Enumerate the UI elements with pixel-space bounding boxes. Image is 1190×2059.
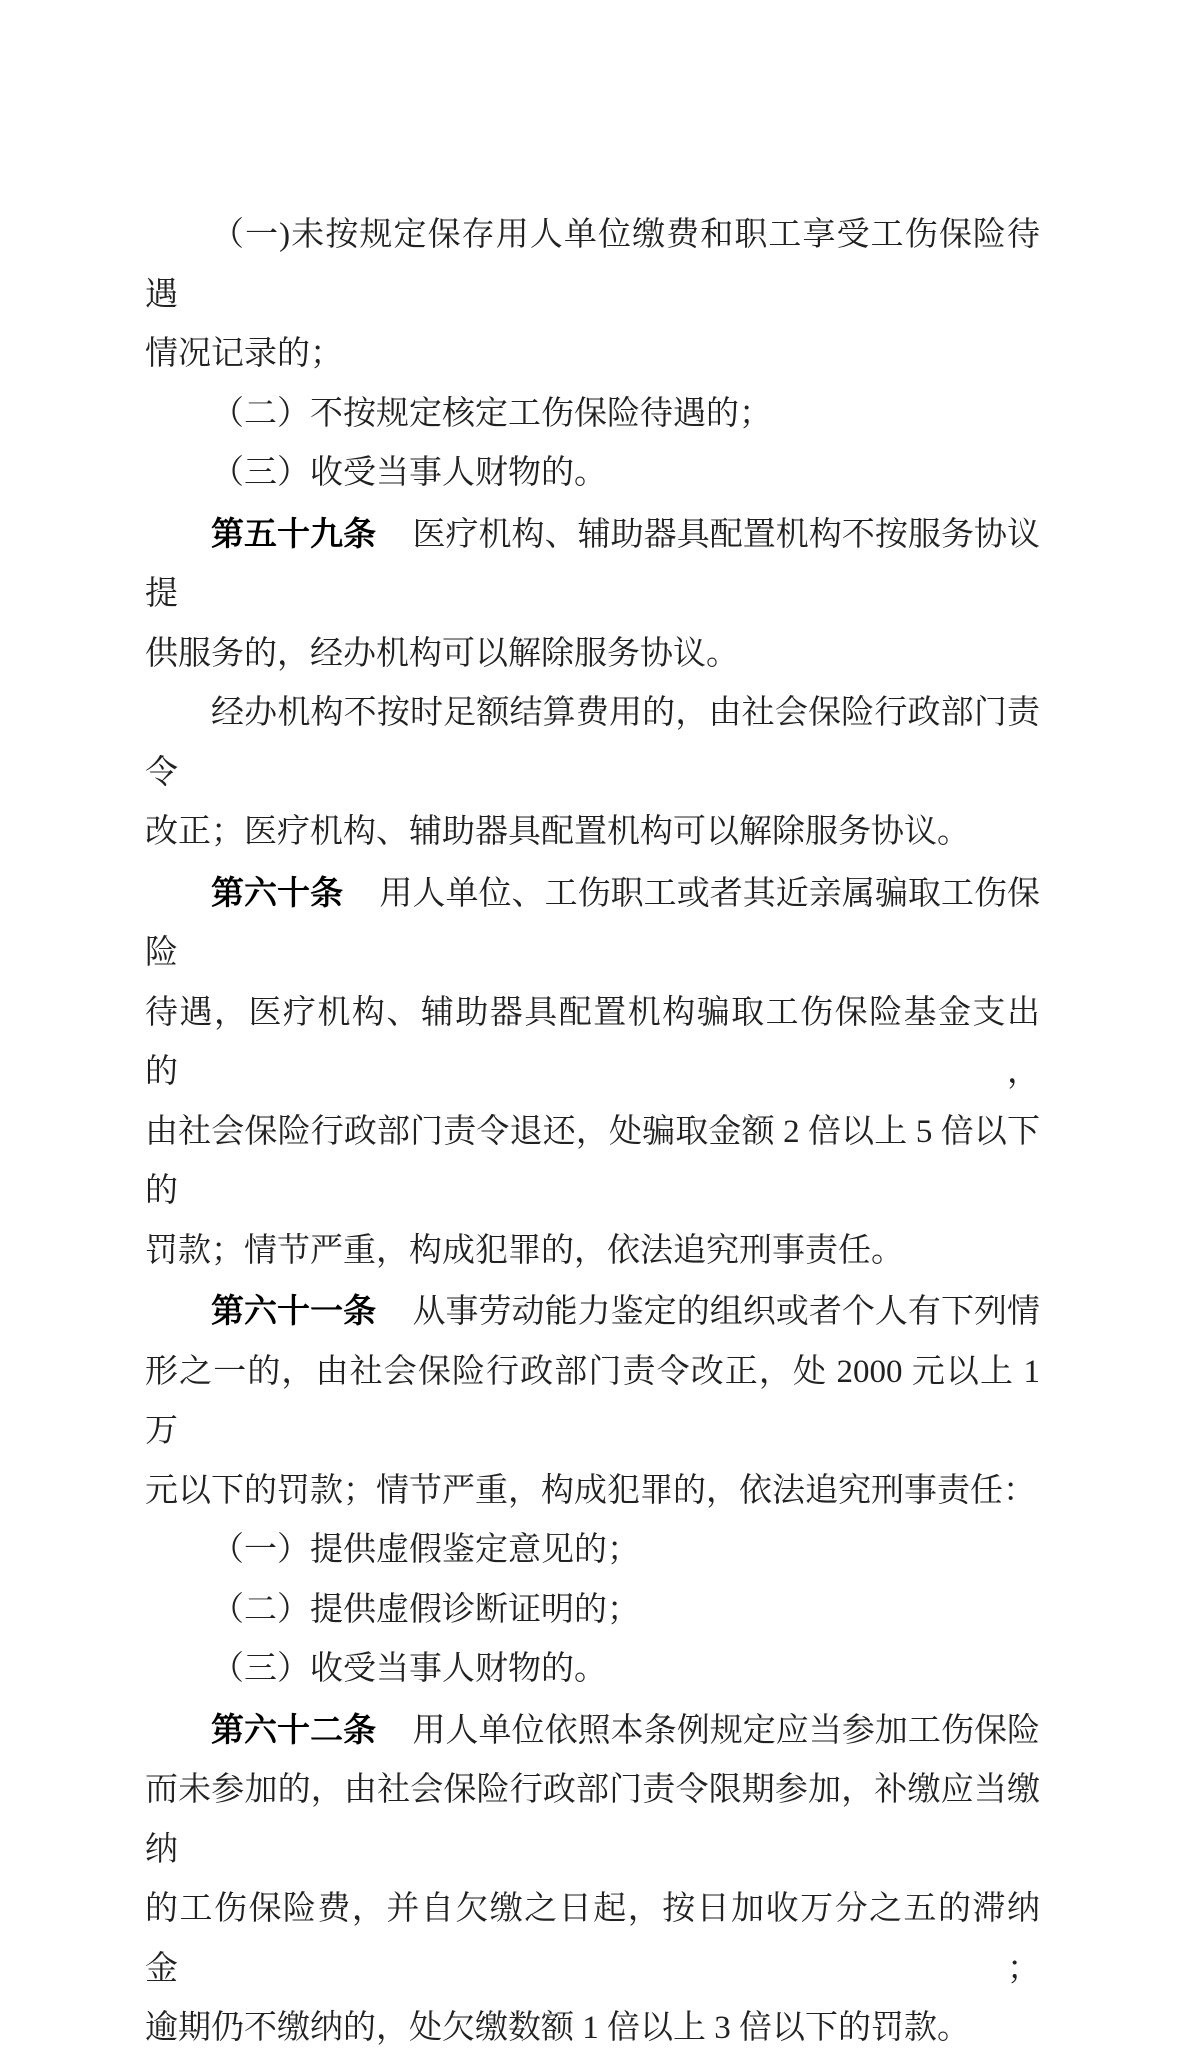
text-line: 而未参加的，由社会保险行政部门责令限期参加，补缴应当缴纳: [145, 1772, 1040, 1868]
text-line: （二）提供虚假诊断证明的；: [211, 1591, 640, 1628]
paragraph: [145, 385, 1040, 445]
text-line: 的工伤保险费，并自欠缴之日起，按日加收万分之五的滞纳金；: [145, 1891, 1040, 1987]
text-line: 形之一的，由社会保险行政部门责令改正，处 2000 元以上 1 万: [145, 1353, 1040, 1449]
paragraph: [145, 206, 1040, 385]
text-line: 情况记录的；: [145, 336, 343, 372]
text-line: （三）收受当事人财物的。: [211, 455, 607, 491]
legal-text-block: [145, 206, 1040, 2059]
article-number: 第六十一条: [211, 1292, 377, 1329]
text-line: 第六十二条 用人单位依照本条例规定应当参加工伤保险: [211, 1710, 1041, 1749]
text-line: 逾期仍不缴纳的，处欠缴数额 1 倍以上 3 倍以下的罚款。: [145, 2010, 970, 2046]
text-line: （一）提供虚假鉴定意见的；: [211, 1532, 640, 1568]
text-line: （三）收受当事人财物的。: [211, 1651, 607, 1687]
text-line: 罚款；情节严重，构成犯罪的，依法追究刑事责任。: [145, 1232, 904, 1269]
text-line: 元以下的罚款；情节严重，构成犯罪的，依法追究刑事责任：: [145, 1472, 1036, 1509]
text-line: （二）不按规定核定工伤保险待遇的；: [211, 395, 772, 432]
paragraph: [145, 504, 1040, 685]
text-line: 第五十九条 医疗机构、辅助器具配置机构不按服务协议提: [145, 514, 1041, 612]
article-number: 第五十九条: [211, 514, 377, 552]
text-line: 供服务的，经办机构可以解除服务协议。: [145, 635, 739, 672]
paragraph: [145, 1640, 1040, 1700]
article-number: 第六十条: [211, 873, 344, 911]
text-line: 第六十条 用人单位、工伤职工或者其近亲属骗取工伤保险: [145, 873, 1041, 971]
text-line: 由社会保险行政部门责令退还，处骗取金额 2 倍以上 5 倍以下的: [145, 1113, 1040, 1209]
paragraph: [145, 1281, 1040, 1521]
text-line: 待遇，医疗机构、辅助器具配置机构骗取工伤保险基金支出的，: [145, 994, 1040, 1090]
paragraph: [145, 1581, 1040, 1641]
paragraph: [145, 444, 1040, 504]
text-line: 经办机构不按时足额结算费用的，由社会保险行政部门责令: [145, 695, 1040, 791]
paragraph: [145, 863, 1040, 1282]
text-line: 第六十一条 从事劳动能力鉴定的组织或者个人有下列情: [211, 1292, 1041, 1330]
paragraph: [145, 1521, 1040, 1581]
paragraph: [145, 684, 1040, 863]
text-line: （一)未按规定保存用人单位缴费和职工享受工伤保险待遇: [145, 217, 1040, 313]
article-number: 第六十二条: [211, 1710, 377, 1748]
paragraph: [145, 1700, 1040, 2059]
text-line: 改正；医疗机构、辅助器具配置机构可以解除服务协议。: [145, 814, 970, 850]
